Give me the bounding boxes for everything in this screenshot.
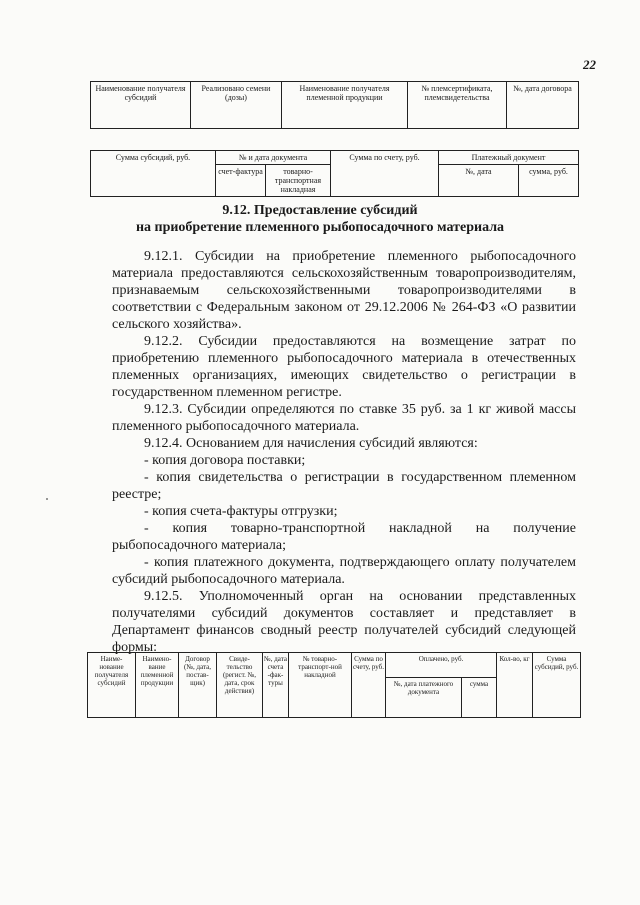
section-body <box>112 248 576 656</box>
paragraph: 9.12.1. Субсидии на приобретение племенного рыбопосадочного материала предоставляются сельскохозяйственным товаропроизводителям, признаваемым сельскохозяйственными товаропроизводителями в соответствии с Федеральным законом от 29.12.2006 № 264-ФЗ «О развитии сельского хозяйства». <box>112 249 576 332</box>
table-header-cell: № племсертификата, племсвидетельства <box>408 82 507 129</box>
table-header-cell: Сумма субсидий, руб. <box>533 653 581 718</box>
table-header-row <box>88 653 581 678</box>
table-header-cell: Наимено-вание племенной продукции <box>136 653 179 718</box>
paragraph: 9.12.3. Субсидии определяются по ставке 35 руб. за 1 кг живой массы племенного рыбопосадочного материала. <box>112 402 576 434</box>
list-item: - копия платежного документа, подтверждающего оплату получателем субсидий рыбопосадочного материала. <box>112 555 576 587</box>
table-header-cell: товарно-транспортная накладная <box>266 165 331 197</box>
list-item: - копия счета-фактуры отгрузки; <box>144 504 338 519</box>
table-header-cell: Кол-во, кг <box>497 653 533 718</box>
list-item: - копия договора поставки; <box>144 453 306 468</box>
recipient-registry-table <box>87 652 581 718</box>
paragraph: 9.12.4. Основанием для начисления субсидий являются: <box>144 436 478 451</box>
subsidy-sum-table <box>90 150 579 197</box>
paragraph: 9.12.5. Уполномоченный орган на основании представленных получателями субсидий документов составляет и представляет в Департамент финансов сводный реестр получателей субсидий следующей формы: <box>112 589 576 655</box>
list-item: - копия товарно-транспортной накладной на получение рыбопосадочного материала; <box>112 521 576 553</box>
section-subtitle: на приобретение племенного рыбопосадочного материала <box>135 220 505 235</box>
scan-speck <box>46 498 48 500</box>
table-header-cell: Наименование получателя субсидий <box>91 82 191 129</box>
breeding-product-table <box>90 81 579 129</box>
table-header-cell: сумма <box>462 677 497 717</box>
table-header-cell: Сумма субсидий, руб. <box>91 151 216 197</box>
table-header-cell: № и дата документа <box>216 151 331 165</box>
table-header-cell: Реализовано семени (дозы) <box>191 82 282 129</box>
list-item: - копия свидетельства о регистрации в государственном племенном реестре; <box>112 470 576 502</box>
table-header-cell: счет-фактура <box>216 165 266 197</box>
page-number: 22 <box>583 57 596 72</box>
paragraph: 9.12.2. Субсидии предоставляются на возмещение затрат по приобретению племенного рыбопосадочного материала в отечественных племенных организациях, имеющих свидетельство о регистрации в государственном племенном регистре. <box>112 334 576 400</box>
table-header-cell: Свиде-тельство (регист. №, дата, срок действия) <box>217 653 263 718</box>
table-header-cell: № товарно-транспорт-ной накладной <box>289 653 352 718</box>
table-header-cell: Наименование получателя племенной продукции <box>282 82 408 129</box>
table-header-cell: №, дата счета -фак-туры <box>263 653 289 718</box>
table-header-cell: Договор (№, дата, постав-щик) <box>179 653 217 718</box>
table-header-cell: №, дата платежного документа <box>386 677 462 717</box>
table-header-cell: Наиме-нование получателя субсидий <box>88 653 136 718</box>
table-header-cell: сумма, руб. <box>519 165 579 197</box>
table-header-cell: Сумма по счету, руб. <box>331 151 439 197</box>
table-header-cell: Платежный документ <box>439 151 579 165</box>
table-header-cell: Сумма по счету, руб. <box>352 653 386 718</box>
section-title: 9.12. Предоставление субсидий <box>222 203 418 218</box>
table-header-cell: Оплачено, руб. <box>386 653 497 678</box>
table-header-row <box>91 151 579 165</box>
table-header-row <box>91 82 579 129</box>
table-header-cell: №, дата договора <box>507 82 579 129</box>
table-header-cell: №, дата <box>439 165 519 197</box>
